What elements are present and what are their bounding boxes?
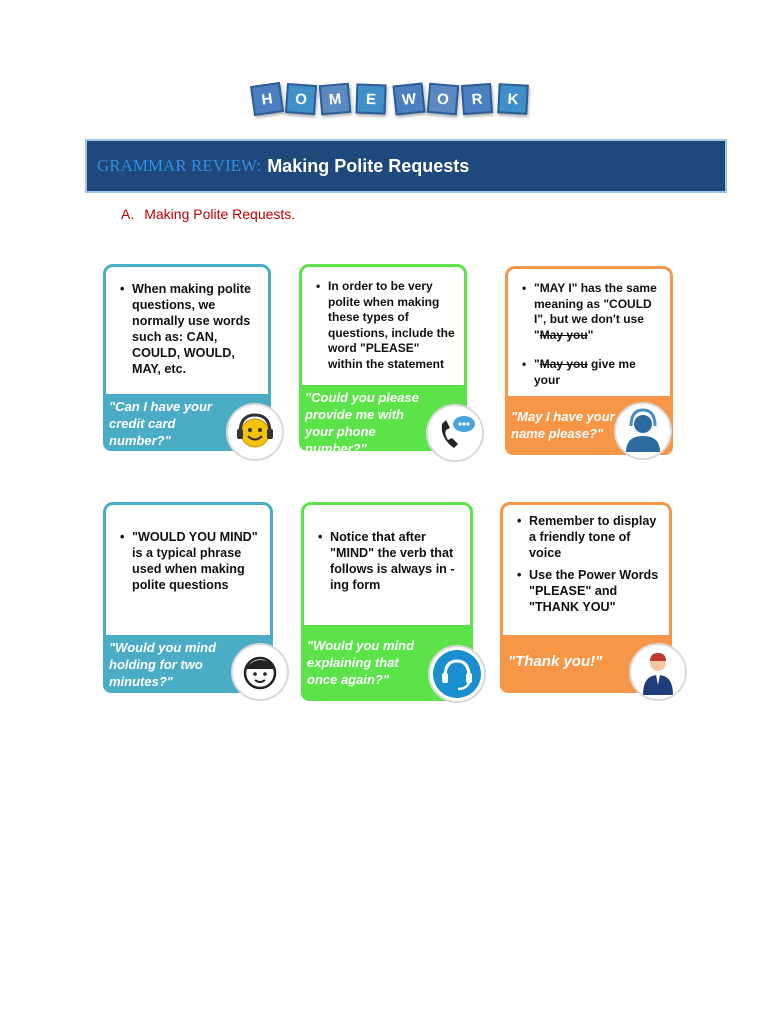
tip-card: [299, 264, 467, 456]
quote-text: "Can I have your credit card number?": [109, 399, 212, 448]
banner-lead: GRAMMAR REVIEW:: [97, 156, 262, 175]
tip-card: [103, 502, 273, 690]
bullet-text: give me your: [534, 357, 636, 387]
homework-letter: E: [355, 83, 386, 114]
card-bullet: [526, 281, 662, 343]
quote-text: "Would you mind explaining that once again?": [307, 638, 415, 687]
tip-card: [505, 266, 673, 452]
homework-letter: W: [393, 83, 426, 116]
card-bullet: • Use the Power Words "PLEASE" and "THANK YOU": [521, 567, 661, 615]
homework-letter: R: [461, 83, 493, 115]
card-body: [508, 269, 670, 388]
homework-letter: O: [285, 83, 317, 115]
homework-title: [248, 80, 532, 120]
card-body: [304, 505, 470, 593]
homework-letter: M: [319, 83, 352, 116]
struck-text: May you: [539, 327, 588, 342]
bullet-text: "MAY I" has the same meaning as "COULD I", but we don't use ": [534, 281, 657, 342]
quote-text: "May I have your name please?": [511, 409, 615, 441]
homework-letter: O: [427, 83, 460, 116]
bullet-text: ": [587, 327, 594, 342]
section-title: Making Polite Requests.: [144, 206, 296, 222]
homework-letter: K: [497, 83, 529, 115]
quote-text: "Thank you!": [508, 653, 603, 670]
phone-chat-icon: [426, 404, 484, 462]
bullet-text: ": [534, 357, 540, 371]
face-headset-icon: [231, 643, 289, 701]
smiley-headset-icon: [226, 403, 284, 461]
card-bullet: • "WOULD YOU MIND" is a typical phrase used when making polite questions: [124, 529, 262, 593]
tip-card: [103, 264, 271, 448]
banner-title: Making Polite Requests: [267, 155, 470, 176]
homework-letter: H: [250, 82, 284, 116]
card-body: [302, 267, 464, 372]
section-heading: [121, 206, 295, 222]
card-body: [106, 505, 270, 593]
section-number: A.: [121, 206, 135, 222]
agent-icon: [629, 643, 687, 701]
struck-text: May you: [539, 357, 588, 371]
card-bullet: • When making polite questions, we normally use words such as: CAN, COULD, WOULD, MAY, etc.: [124, 281, 260, 377]
card-bullet: • Remember to display a friendly tone of voice: [521, 513, 661, 561]
card-body: [106, 267, 268, 377]
tip-card: [301, 502, 473, 698]
quote-text: "Would you mind holding for two minutes?": [109, 640, 217, 689]
card-bullet: [526, 357, 662, 388]
grammar-review-banner: [87, 141, 725, 191]
card-body: [503, 505, 669, 615]
tip-card: [500, 502, 672, 690]
card-bullet: • In order to be very polite when making these types of questions, include the word "PLEASE" within the statement: [320, 279, 456, 372]
card-bullet: • Notice that after "MIND" the verb that follows is always in -ing form: [322, 529, 462, 593]
quote-text: "Could you please provide me with your phone number?": [305, 390, 419, 456]
operator-icon: [614, 402, 672, 460]
headset-icon: [428, 645, 486, 703]
